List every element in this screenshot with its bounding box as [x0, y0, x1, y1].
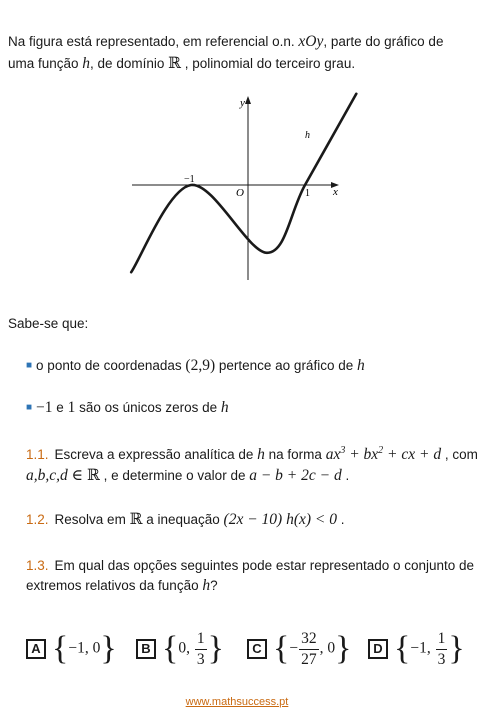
function-graph	[128, 92, 344, 282]
curve-label: h	[305, 130, 310, 141]
option-b[interactable]	[136, 625, 224, 673]
option-a-set: {−1, 0}	[52, 630, 117, 667]
tick-label-1: 1	[305, 188, 310, 199]
question-1-2: 1.2. Resolva em ℝ a inequação (2x − 10) h(x) < 0 .	[26, 511, 345, 528]
question-1-1-line2: a,b,c,d ∈ ℝ , e determine o valor de a − b + 2c − d .	[26, 467, 350, 484]
bullet-icon: ■	[26, 360, 33, 371]
option-a[interactable]	[26, 625, 117, 673]
footer-link[interactable]: www.mathsuccess.pt	[185, 696, 289, 708]
question-1-1-line1: 1.1. Escreva a expressão analítica de h na forma $ax^3 + bx^2$ + cx + d , com	[26, 445, 478, 464]
option-a-label: A	[26, 639, 46, 659]
known-item-zeros: ■ −1 e 1 são os únicos zeros de h	[26, 399, 229, 416]
known-heading: Sabe-se que:	[8, 316, 89, 331]
option-d-set: {−1, $\frac{1}{3}$ }	[394, 630, 465, 668]
tick-label-neg1: −1	[184, 174, 195, 185]
option-c-label: C	[247, 639, 267, 659]
option-d[interactable]	[368, 625, 465, 673]
known-item-point: ■ o ponto de coordenadas (2,9) pertence ao gráfico de h	[26, 357, 365, 374]
bullet-icon: ■	[26, 402, 33, 413]
origin-label: O	[236, 187, 244, 199]
x-axis-label: x	[333, 186, 338, 198]
y-axis-arrow	[245, 96, 251, 104]
footer	[0, 696, 474, 708]
option-d-label: D	[368, 639, 388, 659]
option-b-set: {0, $\frac{1}{3}$ }	[162, 630, 224, 668]
question-1-3-line2: extremos relativos da função h?	[26, 577, 218, 594]
polynomial-form: $ax^3 + bx^2$ + cx + d	[325, 445, 442, 464]
option-c-set: {− $\frac{32}{27}$ , 0}	[273, 630, 352, 668]
y-axis-label: y	[240, 97, 245, 109]
option-c[interactable]	[247, 625, 351, 673]
option-b-label: B	[136, 639, 156, 659]
question-1-3-line1: 1.3. Em qual das opções seguintes pode estar representado o conjunto de	[26, 558, 475, 573]
intro-paragraph: Na figura está representado, em referencial o.n. xOy, parte do gráfico de uma função h, de domínio ℝ , polinomial do terceiro grau.	[8, 33, 444, 72]
curve-h	[131, 94, 356, 272]
